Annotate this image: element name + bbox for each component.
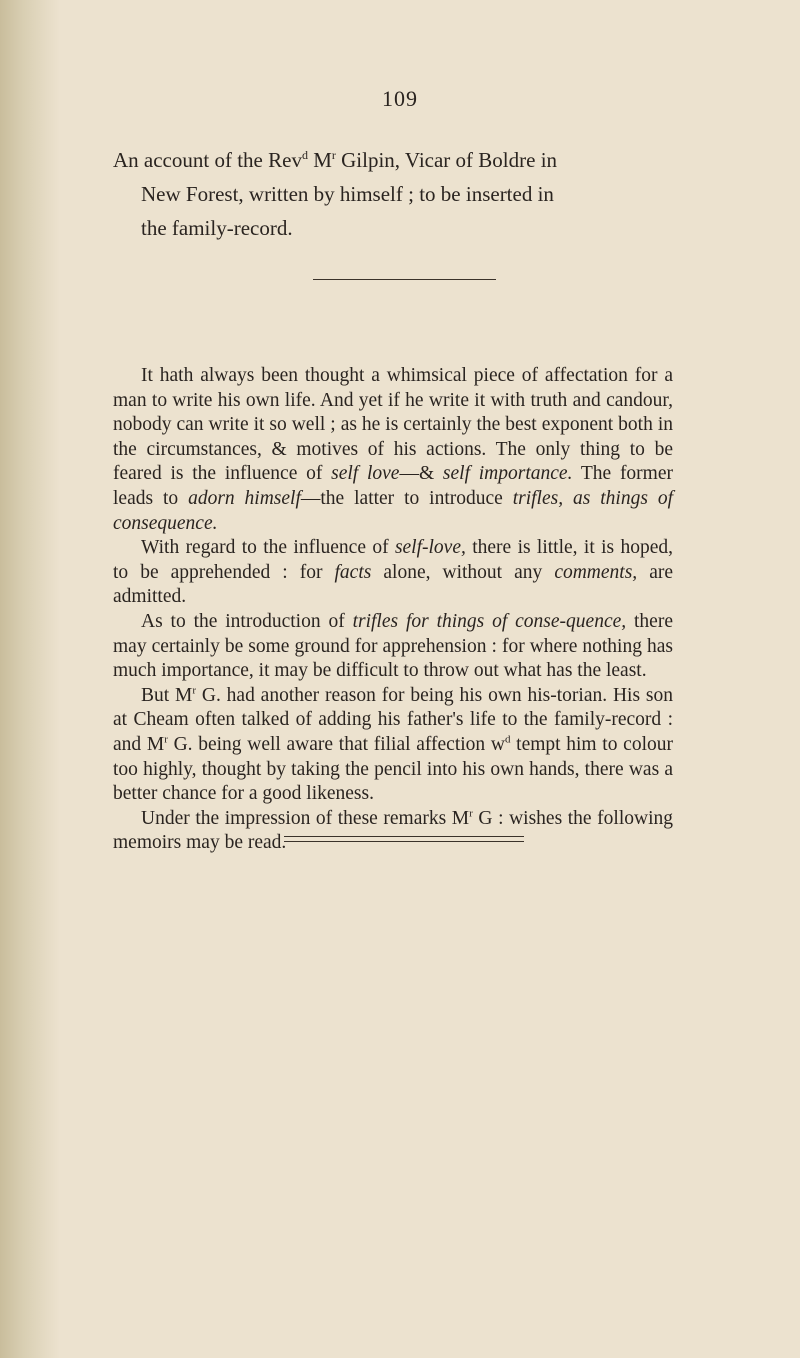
heading-text: Gilpin, Vicar of Boldre in — [335, 148, 558, 172]
page-gutter-shadow — [0, 0, 60, 1358]
heading-line-3: the family-record. — [141, 216, 293, 240]
heading-superscript: r — [331, 148, 336, 162]
closing-double-rule — [284, 836, 524, 842]
paragraph-2: With regard to the influence of self-love, there is little, it is hoped, to be apprehended : for facts alone, without any comments, are admitted. — [113, 537, 674, 608]
page-number: 109 — [382, 86, 418, 111]
memoir-body — [113, 364, 673, 856]
paragraph-4: But $M^r$ G. had another reason for being his own his-torian. His son at Cheam often talked of adding his father's life to the family-record : and $M^r$ G. being well aware that filial affection $w^d$ tempt him to colour too highly, thought by taking the pencil into his own hands, there was a better chance for a good likeness. — [113, 684, 673, 805]
heading-line-1 — [113, 143, 673, 177]
heading-line-2: New Forest, written by himself ; to be inserted in — [141, 182, 554, 206]
heading-text: M — [307, 148, 332, 172]
paragraph-1: It hath always been thought a whimsical piece of affectation for a man to write his own life. And yet if he write it with truth and candour, nobody can write it so well ; as he is certainly the best exponent both in the circumstances, & motives of his actions. The only thing to be feared is the influence of self love—& self importance. The former leads to adorn himself—the latter to introduce trifles, as things of consequence. — [113, 365, 674, 534]
heading-text: An account of the Rev — [113, 148, 302, 172]
paragraph-3: As to the introduction of trifles for things of conse-quence, there may certainly be some ground for apprehension : for where nothing has much importance, it may be difficult to throw out what has the least. — [113, 610, 673, 682]
memoir-heading — [113, 143, 673, 245]
section-divider — [313, 279, 496, 280]
paragraph-5: Under the impression of these remarks $M^r$ G : wishes the following memoirs may be read. — [113, 807, 674, 854]
heading-superscript: d — [301, 148, 308, 162]
